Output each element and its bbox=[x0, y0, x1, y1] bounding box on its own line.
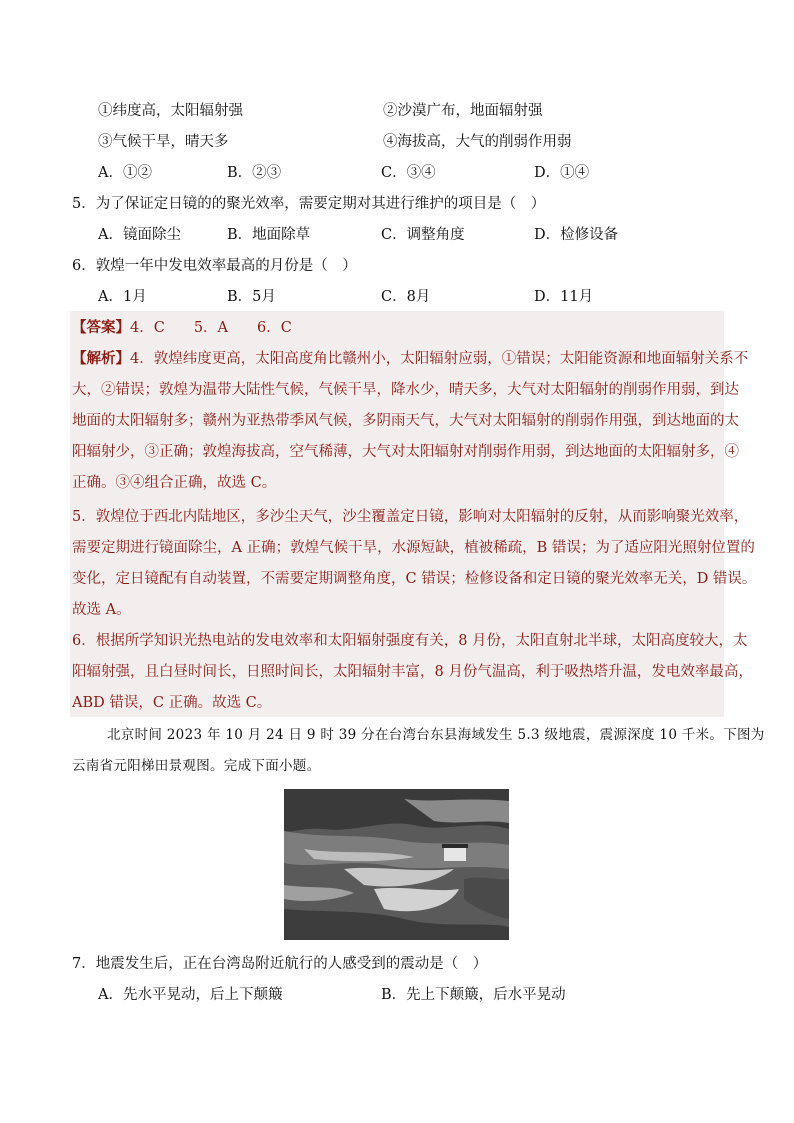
answer-text: 4．C 5．A 6．C bbox=[130, 320, 292, 336]
analysis-line-5: 正确。③④组合正确，故选 C。 bbox=[72, 475, 277, 491]
q7-stem: 7．地震发生后，正在台湾岛附近航行的人感受到的震动是（ ） bbox=[72, 956, 488, 972]
q4-option-1: ①纬度高，太阳辐射强 bbox=[98, 103, 243, 119]
analysis-line-12: ABD 错误，C 正确。故选 C。 bbox=[72, 695, 272, 711]
q7-choice-a: A．先水平晃动，后上下颠簸 bbox=[98, 987, 283, 1003]
q5-choice-d: D．检修设备 bbox=[534, 227, 619, 243]
answer-line bbox=[72, 318, 292, 338]
answer-label: 【答案】 bbox=[72, 319, 130, 336]
analysis-label: 【解析】 bbox=[72, 350, 130, 367]
q5-choice-b: B．地面除草 bbox=[227, 227, 311, 243]
q6-choice-a: A．1月 bbox=[98, 289, 147, 305]
q4-option-4: ④海拔高，大气的削弱作用弱 bbox=[383, 134, 572, 150]
q4-choice-a: A．①② bbox=[98, 165, 152, 181]
analysis-line-2: 大，②错误；敦煌为温带大陆性气候，气候干旱，降水少，晴天多，大气对太阳辐射的削弱作用弱，到达 bbox=[72, 382, 739, 398]
q4-option-3: ③气候干旱，晴天多 bbox=[98, 134, 229, 150]
analysis-line-3: 地面的太阳辐射多；赣州为亚热带季风气候，多阴雨天气，大气对太阳辐射的削弱作用强，到达地面的太 bbox=[72, 413, 739, 429]
q6-choice-b: B．5月 bbox=[227, 289, 276, 305]
q7-choice-b: B．先上下颠簸，后水平晃动 bbox=[381, 987, 566, 1003]
q5-choice-a: A．镜面除尘 bbox=[98, 227, 181, 243]
q6-stem: 6．敦煌一年中发电效率最高的月份是（ ） bbox=[72, 258, 357, 274]
analysis-line-10: 6．根据所学知识光热电站的发电效率和太阳辐射强度有关，8 月份，太阳直射北半球，太阳高度较大，太 bbox=[72, 633, 748, 649]
material-line-1: 北京时间 2023 年 10 月 24 日 9 时 39 分在台湾台东县海域发生 5.3 级地震，震源深度 10 千米。下图为 bbox=[107, 727, 765, 743]
material-line-2: 云南省元阳梯田景观图。完成下面小题。 bbox=[72, 758, 321, 774]
q5-stem: 5．为了保证定日镜的的聚光效率，需要定期对其进行维护的项目是（ ） bbox=[72, 196, 546, 212]
q4-choice-d: D．①④ bbox=[534, 165, 590, 181]
analysis-line-7: 需要定期进行镜面除尘，A 正确；敦煌气候干旱，水源短缺，植被稀疏，B 错误；为了适应阳光照射位置的 bbox=[72, 540, 755, 556]
analysis-line-8: 变化，定日镜配有自动装置，不需要定期调整角度，C 错误；检修设备和定日镜的聚光效率无关，D 错误。 bbox=[72, 571, 757, 587]
analysis-line-1: 【解析】4．敦煌纬度更高，太阳高度角比赣州小，太阳辐射应弱，①错误；太阳能资源和地面辐射关系不 bbox=[72, 350, 749, 367]
q4-choice-b: B．②③ bbox=[227, 165, 282, 181]
q4-option-2: ②沙漠广布，地面辐射强 bbox=[383, 103, 543, 119]
analysis-line-6: 5．敦煌位于西北内陆地区，多沙尘天气，沙尘覆盖定日镜，影响对太阳辐射的反射，从而影响聚光效率， bbox=[72, 509, 749, 525]
q6-choice-c: C．8月 bbox=[381, 289, 431, 305]
q6-choice-d: D．11月 bbox=[534, 289, 594, 305]
analysis-line-9: 故选 A。 bbox=[72, 602, 131, 618]
q4-choice-c: C．③④ bbox=[381, 165, 436, 181]
terrace-landscape-photo bbox=[284, 789, 509, 940]
analysis-line-4: 阳辐射少，③正确；敦煌海拔高，空气稀薄，大气对太阳辐射对削弱作用弱，到达地面的太阳辐射多，④ bbox=[72, 444, 739, 460]
analysis-line-11: 阳辐射强，且白昼时间长，日照时间长，太阳辐射丰富，8 月份气温高，利于吸热塔升温，发电效率最高， bbox=[72, 664, 753, 680]
q5-choice-c: C．调整角度 bbox=[381, 227, 465, 243]
